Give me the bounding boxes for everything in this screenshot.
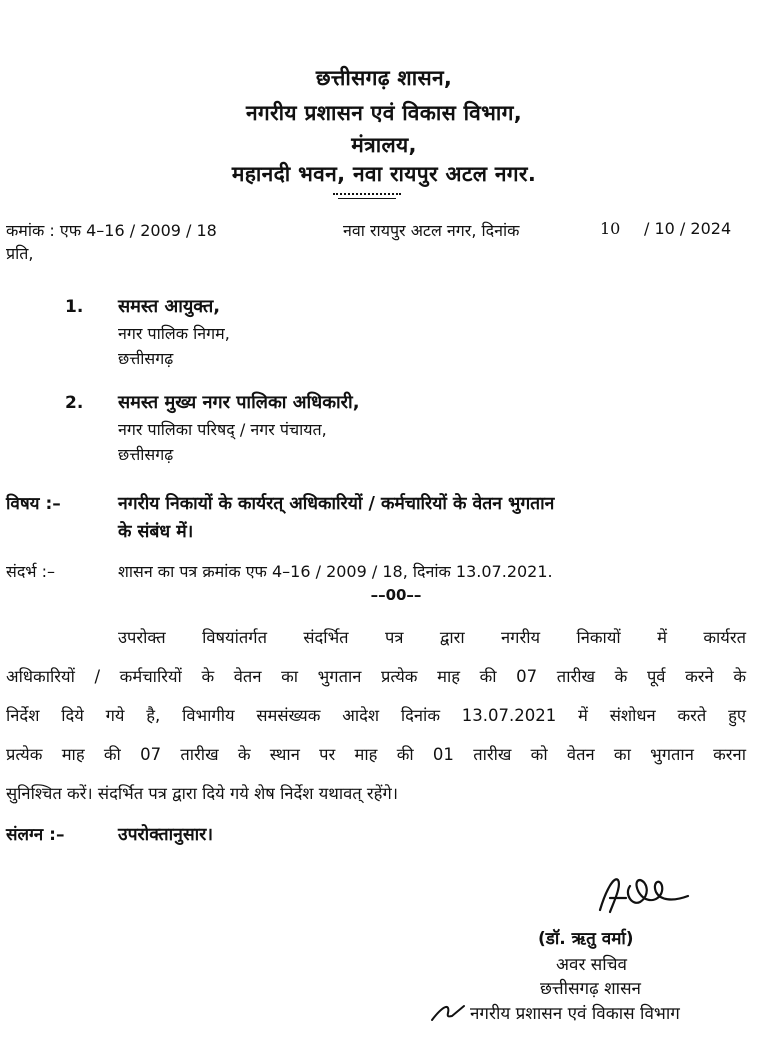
signatory-org-2: नगरीय प्रशासन एवं विकास विभाग — [470, 1004, 680, 1024]
place-date-prefix: नवा रायपुर अटल नगर, दिनांक — [343, 221, 520, 240]
reference-label: संदर्भ :– — [6, 562, 56, 581]
header-underline-solid — [338, 198, 396, 199]
initial-scribble-icon — [428, 1000, 468, 1024]
recipient-1-index: 1. — [65, 297, 84, 317]
body-line-4: प्रत्येक माह की 07 तारीख के स्थान पर माह की 01 तारीख को वेतन का भुगतान करना — [6, 745, 746, 764]
date-month-year: / 10 / 2024 — [644, 219, 732, 238]
header-line-department: नगरीय प्रशासन एवं विकास विभाग, — [245, 101, 523, 125]
reference-text: शासन का पत्र क्रमांक एफ 4–16 / 2009 / 18, दिनांक 13.07.2021. — [118, 562, 553, 581]
header-line-government: छत्तीसगढ़ शासन, — [315, 66, 453, 90]
recipient-1-line3: छत्तीसगढ़ — [118, 349, 174, 368]
signatory-name: (डॉ. ऋतु वर्मा) — [538, 929, 634, 949]
signatory-org-1: छत्तीसगढ़ शासन — [540, 979, 641, 999]
subject-line-2: के संबंध में। — [118, 522, 194, 542]
signatory-designation: अवर सचिव — [556, 955, 627, 975]
to-label: प्रति, — [6, 244, 34, 263]
recipient-1-title: समस्त आयुक्त, — [118, 296, 221, 317]
header-underline — [333, 193, 401, 195]
recipient-2-index: 2. — [65, 393, 84, 413]
recipient-2-line2: नगर पालिका परिषद् / नगर पंचायत, — [118, 420, 327, 439]
body-line-5: सुनिश्चित करें। संदर्भित पत्र द्वारा दिये गये शेष निर्देश यथावत् रहेंगे। — [6, 784, 398, 803]
header-line-address: महानदी भवन, नवा रायपुर अटल नगर. — [231, 162, 537, 186]
enclosure-label: संलग्न :– — [6, 825, 65, 845]
header-line-ministry: मंत्रालय, — [351, 133, 417, 157]
recipient-1-line2: नगर पालिक निगम, — [118, 324, 230, 343]
body-line-1: उपरोक्त विषयांतर्गत संदर्भित पत्र द्वारा नगरीय निकायों में कार्यरत — [118, 628, 746, 647]
letter-number: कमांक : एफ 4–16 / 2009 / 18 — [6, 221, 217, 240]
body-line-2: अधिकारियों / कर्मचारियों के वेतन का भुगतान प्रत्येक माह की 07 तारीख के पूर्व करने के — [6, 667, 746, 686]
recipient-2-title: समस्त मुख्य नगर पालिका अधिकारी, — [118, 392, 360, 413]
body-line-3: निर्देश दिये गये है, विभागीय समसंख्यक आदेश दिनांक 13.07.2021 में संशोधन करते हुए — [6, 706, 746, 725]
signature-scribble-icon — [592, 868, 702, 928]
separator: ––00–– — [370, 586, 422, 604]
subject-line-1: नगरीय निकायों के कार्यरत् अधिकारियों / कर्मचारियों के वेतन भुगतान — [118, 494, 555, 514]
recipient-2-line3: छत्तीसगढ़ — [118, 445, 174, 464]
subject-label: विषय :– — [6, 494, 61, 514]
enclosure-text: उपरोक्तानुसार। — [118, 825, 213, 845]
date-day-handwritten: 10 — [600, 219, 621, 238]
